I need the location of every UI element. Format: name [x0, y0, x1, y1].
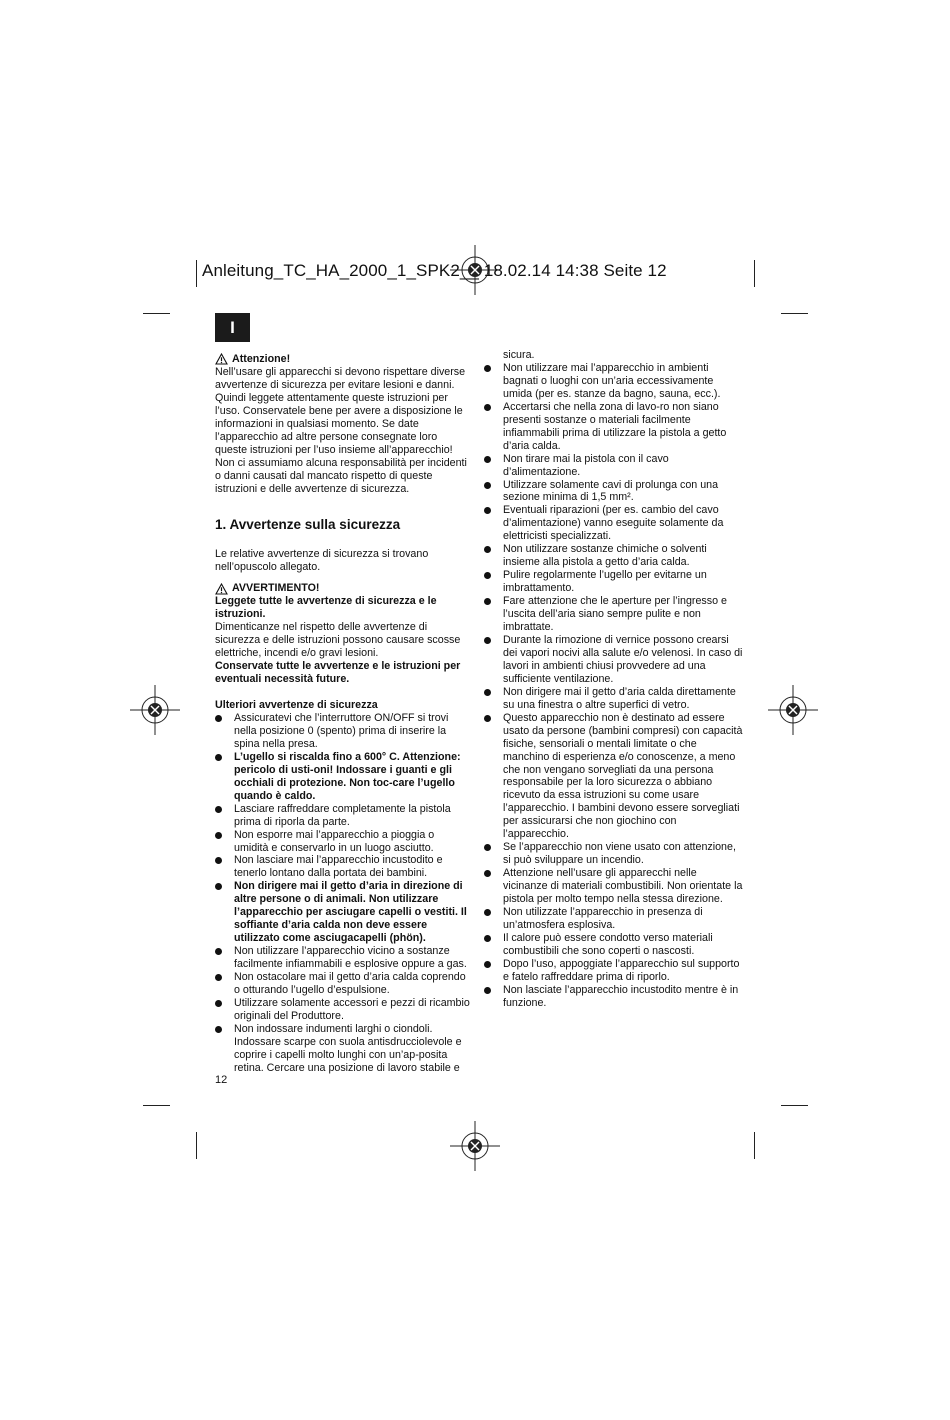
list-item: Utilizzare solamente accessori e pezzi di ricambio originali del Produttore. [215, 997, 470, 1023]
intro-paragraph: Nell’usare gli apparecchi si devono rispettare diverse avvertenze di sicurezza per evitare lesioni e danni. Quindi leggete attentamente queste istruzioni per l’uso. Conservatele bene per avere a disposizione le informazioni in qualsiasi momento. Se date l’apparecchio ad altre persone consegnate loro queste istruzioni per l’uso insieme all’apparecchio! Non ci assumiamo alcuna responsabilità per incidenti o danni causati dal mancato rispetto di queste istruzioni e delle avvertenze di sicurezza. [215, 365, 467, 495]
further-list [215, 712, 470, 1075]
list-item: Il calore può essere condotto verso materiali combustibili che sono coperti o nascosti. [484, 932, 744, 958]
list-item: Accertarsi che nella zona di lavo-ro non siano presenti sostanze o materiali facilmente infiammabili prima di utilizzare la pistola a getto d’aria calda. [484, 401, 744, 453]
registration-mark-icon [450, 1121, 500, 1171]
warning-triangle-icon [215, 583, 228, 595]
list-item: Non utilizzare sostanze chimiche o solventi insieme alla pistola a getto d’aria calda. [484, 543, 744, 569]
page-number: 12 [215, 1074, 228, 1086]
further-heading: Ulteriori avvertenze di sicurezza [215, 699, 378, 712]
crop-mark [143, 1105, 170, 1106]
list-item: Utilizzare solamente cavi di prolunga con una sezione minima di 1,5 mm². [484, 479, 744, 505]
list-item: Non dirigere mai il getto d’aria calda direttamente su una finestra o altre superfici di vetro. [484, 686, 744, 712]
warning-heading [215, 582, 470, 595]
print-slug-header: Anleitung_TC_HA_2000_1_SPK2__ 18.02.14 14:38 Seite 12 [202, 261, 667, 280]
left-column [215, 353, 470, 1075]
crop-mark [754, 260, 755, 287]
warning-title: AVVERTIMENTO! [232, 582, 320, 595]
crop-mark [781, 1105, 808, 1106]
list-item: Assicuratevi che l’interruttore ON/OFF si trovi nella posizione 0 (spento) prima di inserire la spina nella presa. [215, 712, 470, 751]
warning-bold-2: Conservate tutte le avvertenze e le istruzioni per eventuali necessità future. [215, 660, 461, 686]
list-item: L’ugello si riscalda fino a 600° C. Attenzione: pericolo di usti-oni! Indossare i guanti e gli occhiali di protezione. Non toc-care l’ugello quando è caldo. [215, 751, 470, 803]
list-item: Non lasciare mai l’apparecchio incustodito e tenerlo lontano dalla portata dei bambini. [215, 854, 470, 880]
right-list [484, 362, 744, 1010]
list-item: Attenzione nell’usare gli apparecchi nelle vicinanze di materiali combustibili. Non orientate la pistola per molto tempo nella stessa direzione. [484, 867, 744, 906]
section-heading: 1. Avvertenze sulla sicurezza [215, 517, 401, 533]
list-item: Non lasciate l’apparecchio incustodito mentre è in funzione. [484, 984, 744, 1010]
list-item: Non utilizzare mai l’apparecchio in ambienti bagnati o luoghi con un’aria eccessivamente umida (per es. stanze da bagno, sauna, ecc.). [484, 362, 744, 401]
list-item: Pulire regolarmente l’ugello per evitarne un imbrattamento. [484, 569, 744, 595]
crop-mark [781, 313, 808, 314]
list-item: Durante la rimozione di vernice possono crearsi dei vapori nocivi alla salute e/o velenosi. In caso di lavori in ambienti chiusi provvedere ad una sufficiente ventilazione. [484, 634, 744, 686]
list-item: Non ostacolare mai il getto d’aria calda coprendo o otturando l’ugello d’espulsione. [215, 971, 470, 997]
list-item: Eventuali riparazioni (per es. cambio del cavo d’alimentazione) vanno eseguite solamente da elettricisti specializzati. [484, 504, 744, 543]
warning-triangle-icon [215, 353, 228, 365]
continued-text: sicura. [503, 349, 535, 361]
list-item: Non utilizzate l’apparecchio in presenza di un’atmosfera esplosiva. [484, 906, 744, 932]
list-item: Lasciare raffreddare completamente la pistola prima di riporla da parte. [215, 803, 470, 829]
crop-mark [143, 313, 170, 314]
registration-mark-icon [768, 685, 818, 735]
list-item: Non tirare mai la pistola con il cavo d’alimentazione. [484, 453, 744, 479]
crop-mark [196, 1132, 197, 1159]
registration-mark-icon [130, 685, 180, 735]
language-tab: I [215, 313, 250, 342]
warning-text: Dimenticanze nel rispetto delle avvertenze di sicurezza e delle istruzioni possono causare scosse elettriche, incendi e/o gravi lesioni. [215, 621, 461, 660]
list-item: Fare attenzione che le aperture per l’ingresso e l’uscita dell’aria siano sempre pulite e non imbrattate. [484, 595, 744, 634]
list-item: Se l’apparecchio non viene usato con attenzione, si può sviluppare un incendio. [484, 841, 744, 867]
right-column [484, 349, 744, 1010]
section-text: Le relative avvertenze di sicurezza si trovano nell’opuscolo allegato. [215, 548, 429, 574]
crop-mark [196, 260, 197, 287]
list-item: Non indossare indumenti larghi o ciondoli. Indossare scarpe con suola antisdrucciolevole e coprire i capelli molto lunghi con un’ap-posita retina. Cercare una posizione di lavoro stabile e [215, 1023, 470, 1075]
attention-title: Attenzione! [232, 353, 291, 365]
list-item: Non utilizzare l’apparecchio vicino a sostanze facilmente infiammabili e esplosive oppure a gas. [215, 945, 470, 971]
list-item: Questo apparecchio non è destinato ad essere usato da persone (bambini compresi) con capacità fisiche, sensoriali o mentali limitate o che manchino di esperienza e/o conoscenze, a meno che non vengano sorvegliati da una persona responsabile per la loro sicurezza o abbiano ricevuto da essa istruzioni su come usare l’apparecchio. I bambini devono essere sorvegliati per assicurarsi che non giochino con l’apparecchio. [484, 712, 744, 842]
warning-bold-1: Leggete tutte le avvertenze di sicurezza e le istruzioni. [215, 595, 437, 621]
list-item: Non dirigere mai il getto d’aria in direzione di altre persone o di animali. Non utilizzare l’apparecchio per asciugare capelli o vestiti. Il soffiante d’aria calda non deve essere utilizzato come asciugacapelli (phön). [215, 880, 470, 945]
attention-heading [215, 353, 470, 366]
list-item: Dopo l’uso, appoggiate l’apparecchio sul supporto e fatelo raffreddare prima di riporlo. [484, 958, 744, 984]
crop-mark [754, 1132, 755, 1159]
list-item: Non esporre mai l’apparecchio a pioggia o umidità e conservarlo in un luogo asciutto. [215, 829, 470, 855]
